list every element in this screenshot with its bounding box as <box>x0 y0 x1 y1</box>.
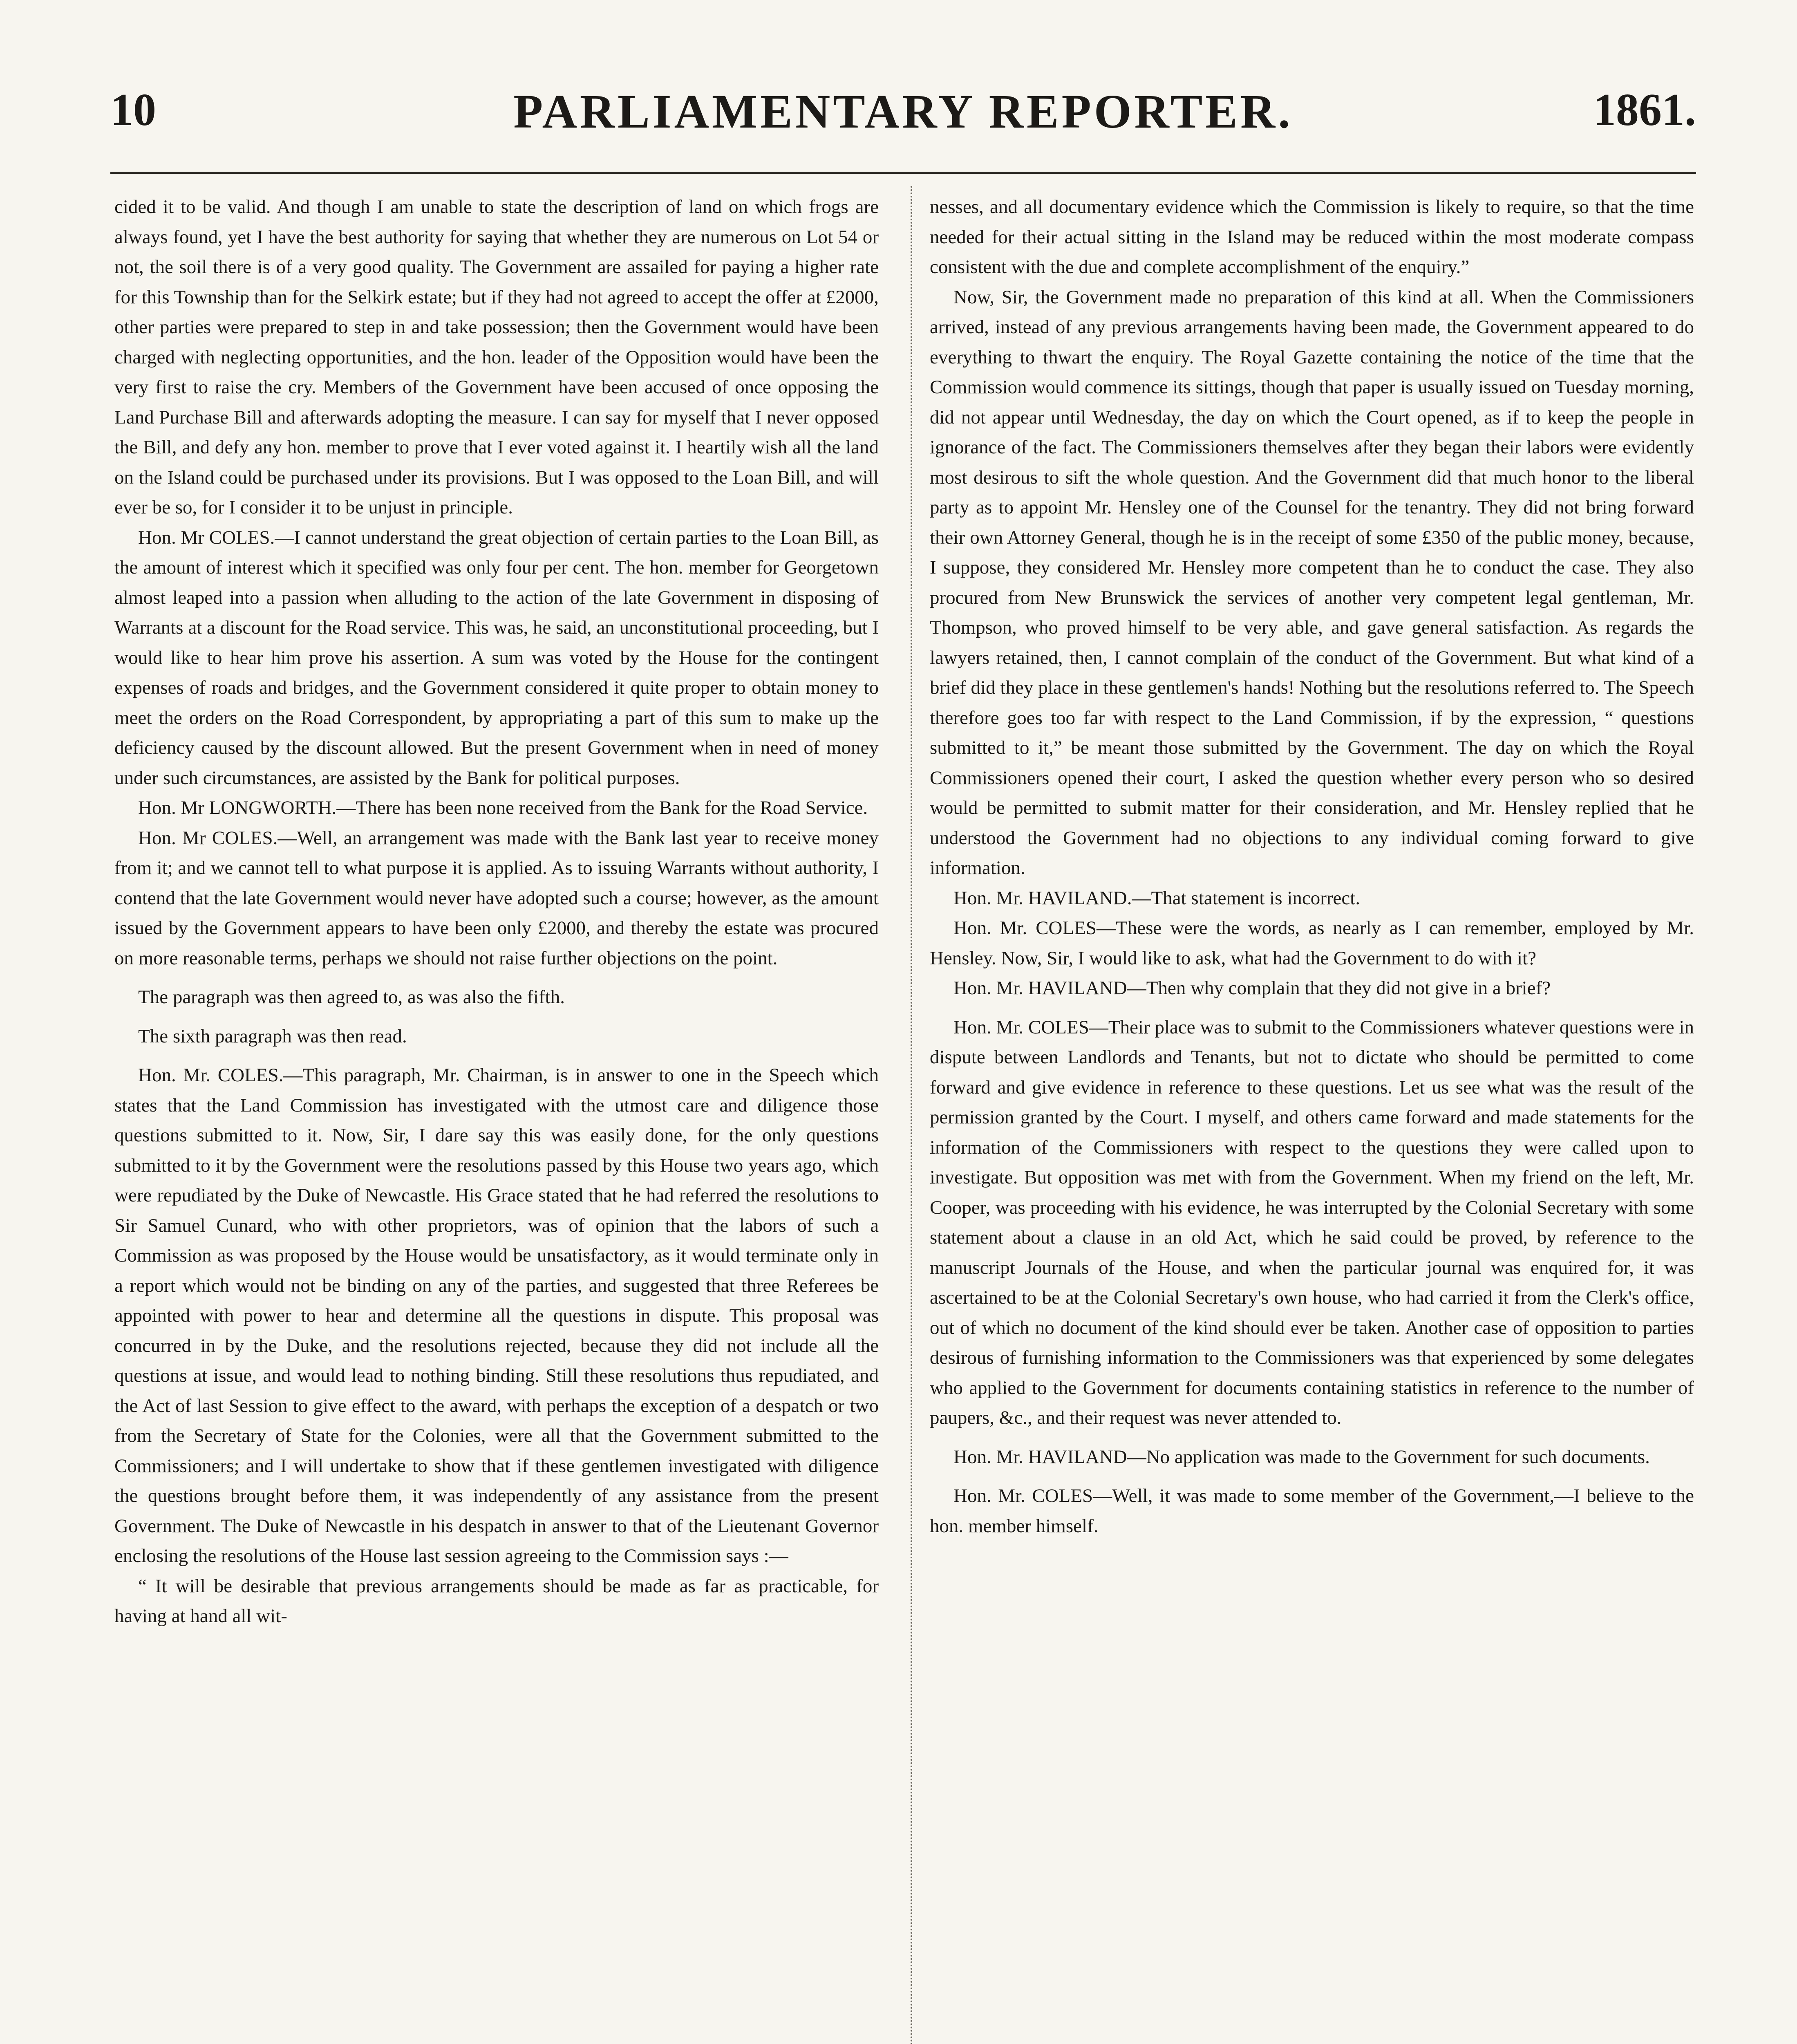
paragraph: cided it to be valid. And though I am unable to state the description of land on which frogs are always found, yet I have the best authority for saying that whether they are numerous on Lot 54 or not, the soil there is of a very good quality. The Government are assailed for paying a higher rate for this Township than for the Selkirk estate; but if they had not agreed to accept the offer at £2000, other parties were prepared to step in and take possession; then the Government would have been charged with neglecting opportunities, and the hon. leader of the Opposition would have been the very first to raise the cry. Members of the Government have been accused of once opposing the Land Purchase Bill and afterwards adopting the measure. I can say for myself that I never opposed the Bill, and defy any hon. member to prove that I ever voted against it. I heartily wish all the land on the Island could be purchased under its provisions. But I was opposed to the Loan Bill, and will ever be so, for I consider it to be unjust in principle. <box>114 196 879 518</box>
paragraph: Hon. Mr. HAVILAND—Then why complain that they did not give in a brief? <box>953 977 1551 999</box>
publication-year: 1861. <box>1593 85 1696 135</box>
paragraph: Hon. Mr LONGWORTH.—There has been none received from the Bank for the Road Service. <box>138 797 868 818</box>
right-column <box>930 192 1694 1541</box>
paragraph: Hon. Mr. COLES—These were the words, as nearly as I can remember, employed by Mr. Hensley. Now, Sir, I would like to ask, what had the Government to do with it? <box>930 917 1694 969</box>
paragraph: Hon. Mr. HAVILAND—No application was made to the Government for such documents. <box>953 1446 1650 1468</box>
publication-title: PARLIAMENTARY REPORTER. <box>513 85 1293 138</box>
paragraph: Hon. Mr COLES.—I cannot understand the great objection of certain parties to the Loan Bill, as the amount of interest which it specified was only four per cent. The hon. member for Georgetown almost leaped into a passion when alluding to the action of the late Government in disposing of Warrants at a discount for the Road service. This was, he said, an unconstitutional proceeding, but I would like to hear him prove his assertion. A sum was voted by the House for the contingent expenses of roads and bridges, and the Government considered it quite proper to obtain money to meet the orders on the Road Correspondent, by appropriating a part of this sum to make up the deficiency caused by the discount allowed. But the present Government when in need of money under such circumstances, are assisted by the Bank for political purposes. <box>114 527 879 789</box>
paragraph: Hon. Mr COLES.—Well, an arrangement was made with the Bank last year to receive money from it; and we cannot tell to what purpose it is applied. As to issuing Warrants without authority, I contend that the late Government would never have adopted such a course; however, as the amount issued by the Government appears to have been only £2000, and thereby the estate was procured on more reasonable terms, perhaps we should not raise further objections on the point. <box>114 827 879 969</box>
paragraph: “ It will be desirable that previous arrangements should be made as far as practicable, for having at hand all wit- <box>114 1575 879 1627</box>
column-divider <box>911 186 912 2044</box>
page-number: 10 <box>110 85 156 135</box>
paragraph: Hon. Mr. HAVILAND.—That statement is incorrect. <box>953 887 1361 909</box>
paragraph: Hon. Mr. COLES.—This paragraph, Mr. Chairman, is in answer to one in the Speech which states that the Land Commission has investigated with the utmost care and diligence those questions submitted to it. Now, Sir, I dare say this was easily done, for the only questions submitted to it by the Government were the resolutions passed by this House two years ago, which were repudiated by the Duke of Newcastle. His Grace stated that he had referred the resolutions to Sir Samuel Cunard, who with other proprietors, was of opinion that the labors of such a Commission as was proposed by the House would be unsatisfactory, as it would terminate only in a report which would not be binding on any of the parties, and suggested that three Referees be appointed with power to hear and determine all the questions in dispute. This proposal was concurred in by the Duke, and the resolutions rejected, because they did not include all the questions at issue, and would lead to nothing binding. Still these resolutions thus repudiated, and the Act of last Session to give effect to the award, with perhaps the exception of a despatch or two from the Secretary of State for the Colonies, were all that the Government submitted to the Commissioners; and I will undertake to show that if these gentlemen investigated with diligence the questions brought before them, it was independently of any assistance from the present Government. The Duke of Newcastle in his despatch in answer to that of the Lieutenant Governor enclosing the resolutions of the House last session agreeing to the Commission says :— <box>114 1065 879 1567</box>
left-column <box>114 192 879 1632</box>
paragraph: The sixth paragraph was then read. <box>138 1025 407 1047</box>
header-rule <box>110 172 1696 174</box>
page-header <box>110 84 1696 149</box>
paragraph: Hon. Mr. COLES—Their place was to submit to the Commissioners whatever questions were in dispute between Landlords and Tenants, but not to dictate who should be permitted to come forward and give evidence in reference to these questions. Let us see what was the result of the permission granted by the Court. I myself, and others came forward and made statements for the information of the Commissioners with respect to the questions they were called upon to investigate. But opposition was met with from the Government. When my friend on the left, Mr. Cooper, was proceeding with his evidence, he was interrupted by the Colonial Secretary with some statement about a clause in an old Act, which he said could be proved, by reference to the manuscript Journals of the House, and when the particular journal was enquired for, it was ascertained to be at the Colonial Secretary's own house, who had carried it from the Clerk's office, out of which no document of the kind should ever be taken. Another case of opposition to parties desirous of furnishing information to the Commissioners was that experienced by some delegates who applied to the Government for documents containing statistics in reference to the number of paupers, &c., and their request was never attended to. <box>930 1016 1694 1428</box>
paragraph: nesses, and all documentary evidence which the Commission is likely to require, so that the time needed for their actual sitting in the Island may be reduced within the most moderate compass consistent with the due and complete accomplishment of the enquiry.” <box>930 196 1694 278</box>
paragraph: The paragraph was then agreed to, as was also the fifth. <box>138 986 565 1008</box>
paragraph: Now, Sir, the Government made no preparation of this kind at all. When the Commissioners arrived, instead of any previous arrangements having been made, the Government appeared to do everything to thwart the enquiry. The Royal Gazette containing the notice of the time that the Commission would commence its sittings, though that paper is usually issued on Tuesday morning, did not appear until Wednesday, the day on which the Court opened, as if to keep the people in ignorance of the fact. The Commissioners themselves after they began their labors were evidently most desirous to sift the whole question. And the Government did that much honor to the liberal party as to appoint Mr. Hensley one of the Counsel for the tenantry. They did not bring forward their own Attorney General, though he is in the receipt of some £350 of the public money, because, I suppose, they considered Mr. Hensley more competent than he to conduct the case. They also procured from New Brunswick the services of another very competent legal gentleman, Mr. Thompson, who proved himself to be very able, and gave general satisfaction. As regards the lawyers retained, then, I cannot complain of the conduct of the Government. But what kind of a brief did they place in these gentlemen's hands! Nothing but the resolutions referred to. The Speech therefore goes too far with respect to the Land Commission, if by the expression, “ questions submitted to it,” be meant those submitted by the Government. The day on which the Royal Commissioners opened their court, I asked the question whether every person who so desired would be permitted to submit matter for their consideration, and Mr. Hensley replied that he understood the Government had no objections to any individual coming forward to give information. <box>930 286 1694 879</box>
paragraph: Hon. Mr. COLES—Well, it was made to some member of the Government,—I believe to the hon. member himself. <box>930 1485 1694 1537</box>
